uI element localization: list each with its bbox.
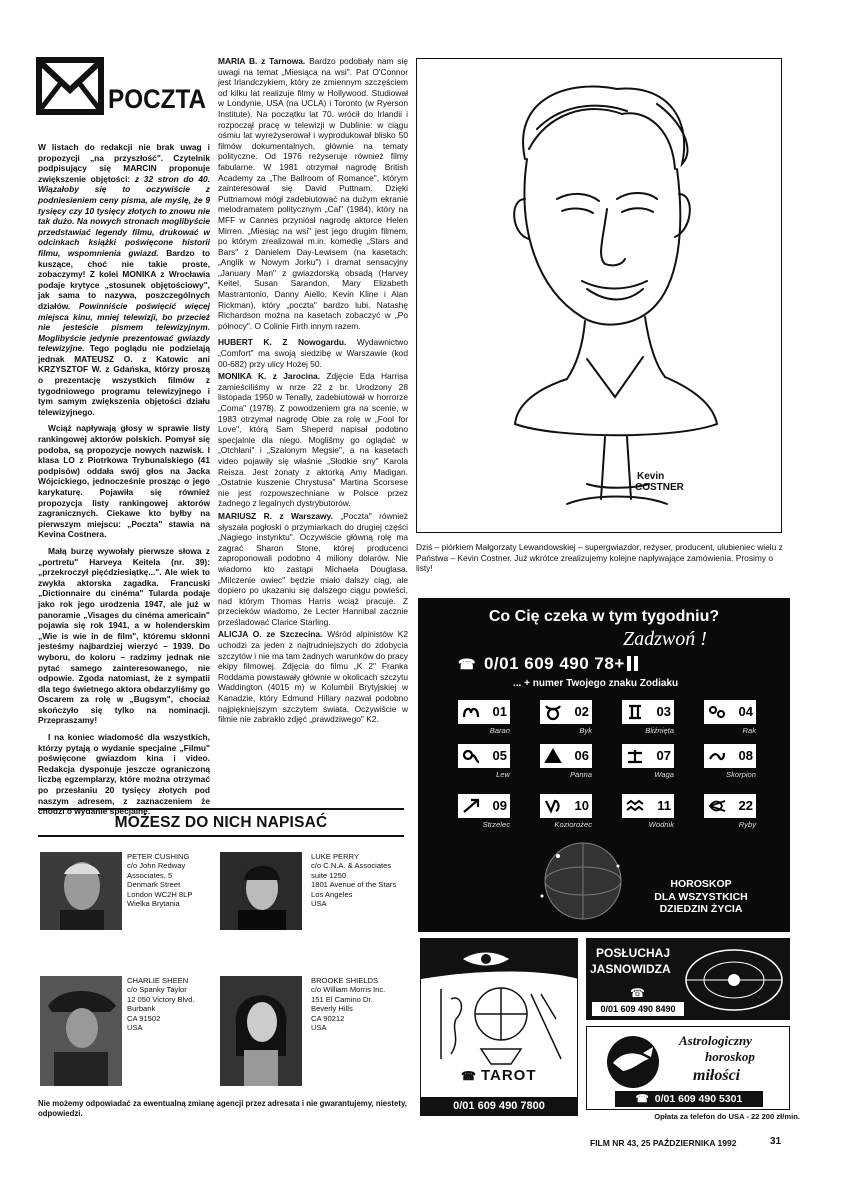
entry-name: MONIKA K. z Jarocina. <box>218 371 321 382</box>
entry-name: ALICJA O. ze Szczecina. <box>218 629 323 640</box>
zodiac-number: 05 <box>492 748 507 763</box>
zodiac-sign-waga <box>622 744 674 768</box>
zodiac-sign-baran <box>458 700 510 724</box>
zodiac-number: 01 <box>492 704 507 719</box>
disclaimer: Nie możemy odpowiadać za ewentualną zmianę agencji przez adresata i nie gwarantujemy, niestety, odpowiedzi. <box>38 1099 407 1118</box>
entry-name: MARIA B. z Tarnowa. <box>218 56 306 66</box>
zodiac-number: 04 <box>738 704 753 719</box>
column-1 <box>38 142 210 823</box>
contact-charlie-sheen <box>127 976 235 1032</box>
contact-line: Los Angeles <box>311 889 353 899</box>
issue-info: FILM NR 43, 25 PAŹDZIERNIKA 1992 <box>590 1138 737 1148</box>
horoscope-call: Zadzwoń ! <box>623 628 707 650</box>
zodiac-wheel-icon <box>682 944 786 1016</box>
page-number: 31 <box>770 1136 782 1147</box>
goat-icon <box>543 797 563 815</box>
horoscope-slogan <box>626 878 776 916</box>
archer-icon <box>461 797 481 815</box>
contact-line: 151 El Camino Dr. <box>311 994 373 1004</box>
column-2 <box>218 56 408 731</box>
phone-icon: ☎ <box>630 986 645 1000</box>
p1-rest: Bardzo to kuszące, choć nie takie proste, zobaczymy! Z kolei MONIKA z Wrocławia podaje krytyce „stosunek objętościowy", jak sama to nazywa, poszczególnych działów. <box>38 247 210 311</box>
entry-text: Wśród alpinistów K2 uchodzi za jeden z najtrudniejszych do zdobycia szczytów i nie ma tam żadnych warunków do pracy ekipy filmowej. Zdjęcia do filmu „K 2" Franka Roddama powstawały głównie w okolicach szczytu Waddington (4015 m) w Kolumbii Brytyjskiej w Kanadzie, który Edmund Hillary nazwał podobno najpiękniejszym szczytem świata. Oczywiście w filmie nie zabrakło zdjęć „prawdziwego" K2. <box>218 629 409 725</box>
entry-text: Zdjęcie Eda Harrisa zamieściliśmy w nrze 22 z br. Urodzony 28 listopada 1950 w Tenally, zadebiutował w horrorze „Coma" (1978). Z powodzeniem gra na scenie, w 1983 otrzymał nagrodę Obie za rolę w „Fool for Love", którą Sam Sheperd napisał podobno specjalnie dla niego. Moglišmy go oglądać w „Otchłani" i „Szalonym Megsie", a na kasetach video pojawiły się właśnie „Słodkie sny" Karola Reisza. Jest żonaty z aktorką Amy Madigan. „Ostatnie kuszenie Chrystusa" Martina Scorsese nie jest rozpowszechniane w Polsce przez żadnego z legalnych dystrybutorów. <box>218 371 408 509</box>
ram-icon <box>461 703 481 721</box>
contact-line: CHARLIE SHEEN <box>127 976 189 985</box>
zodiac-number: 06 <box>574 748 589 763</box>
zodiac-sign-panna <box>540 744 592 768</box>
zodiac-sign-byk <box>540 700 592 724</box>
slogan-line: DZIEDZIN ŻYCIA <box>659 903 743 915</box>
envelope-icon <box>36 56 104 116</box>
virgin-icon <box>543 747 563 765</box>
tarot-ad <box>420 938 578 1116</box>
zodiac-name: Bliźnięta <box>645 726 674 735</box>
zodiac-number: 09 <box>492 798 507 813</box>
slogan-line: DLA WSZYSTKICH <box>654 890 748 903</box>
horoscope-title: Co Cię czeka w tym tygodniu? <box>488 608 720 625</box>
scorpion-icon <box>707 747 727 765</box>
contact-line: Beverly Hills <box>311 1004 353 1014</box>
crab-icon <box>707 703 727 721</box>
p1-italic: z 32 stron do 40. Wiązałoby się to oczywiście z podniesieniem ceny pisma, ale myślę, że 9 tysięcy czy 10 tysięcy złotych to znowu nie tak dużo. Na nowych stronach moglibyście przedstawiać legendy filmu, drukować w odcinkach książki poświęcone historii filmu, wspomnienia gwiazd. <box>38 173 211 258</box>
zodiac-sign-wodnik <box>622 794 674 818</box>
page-title: POCZTA <box>108 84 207 114</box>
zodiac-sign-skorpion <box>704 744 756 768</box>
horoscope-plus-note: ... + numer Twojego znaku Zodiaku <box>513 678 679 689</box>
dove-icon <box>593 1033 673 1091</box>
zodiac-name: Waga <box>654 770 674 779</box>
letter-entry <box>218 511 408 628</box>
astro-line2: horoskop <box>705 1049 755 1064</box>
contact-line: CA 91502 <box>127 1013 161 1023</box>
photo-charlie-sheen <box>40 976 122 1086</box>
entry-text: Bardzo podobały nam się uwagi na temat „Miesiąca na wsi". Pat O'Connor jest Irlandczykiem, który ze zmiennym szczęściem od kilku lat realizuje filmy w Hollywood. Studiował w Londynie, USA (na UCLA) i Toronto (w Ryerson Institute). Na początku lat 70. wrócił do Irlandii i rozpoczął pracę w telewizji w Dublinie: w ciągu ośmiu lat wyreżyserował i wyprodukował blisko 50 filmów dokumentalnych, głównie na tematy polityczne. Od 1976 reżyseruje również filmy fabularne. W 1981 otrzymał nagrodę British Academy za „The Ballroom of Romance", którym zainteresował się David Puttnam. Dzięki Puttnamowi mógł zadebiutować na dużym ekranie melodramatem politycznym „Cal" (1984), który na MFF w Cannes przyniósł nagrodę aktorce Helen Mirren. „Miesiąc na wsi" jest jego drugim filmem, po którym zrealizował m.in. komedię „Stars and Bars" z Danielem Day-Lewisem (na kasetach: „Anglik w Nowym Jorku") i dramat sensacyjny „January Man" z gwiazdorską obsadą (Harvey Keitel, Susan Sarandon, Mary Elizabeth Mastrantonio, Danny Aiello, Kevin Kline i Alan Rickman), który „poczta" bardzo lubi. Natashę Richardson można na kasetach zobaczyć w „Po północy". O Colinie Firth innym razem. <box>218 56 408 331</box>
photo-peter-cushing <box>40 852 122 930</box>
contact-luke-perry <box>311 852 411 908</box>
contact-line: USA <box>127 1023 143 1033</box>
zodiac-sign-ryby <box>704 794 756 818</box>
globe-icon <box>528 836 638 926</box>
lion-icon <box>461 747 481 765</box>
contact-line: suite 1250 <box>311 870 347 880</box>
clairvoyant-line1: POSŁUCHAJ <box>596 946 671 960</box>
phone-icon: ☎ <box>461 1069 477 1083</box>
paragraph-1 <box>38 142 210 417</box>
slogan-line: HOROSKOP <box>670 878 732 890</box>
zodiac-bars-icon <box>634 656 638 671</box>
contact-line: c/o William Morris Inc. <box>311 985 386 995</box>
phone-icon: ☎ <box>635 1093 649 1105</box>
zodiac-name: Koziorożec <box>554 820 592 829</box>
contact-line: c/o C.N.A. & Associates <box>311 861 392 871</box>
zodiac-number: 02 <box>574 704 589 719</box>
caricature-label-last: COSTNER <box>635 482 684 493</box>
zodiac-name: Wodnik <box>648 820 674 829</box>
caricature-frame <box>416 58 782 533</box>
photo-luke-perry <box>220 852 302 930</box>
caricature-label-first: Kevin <box>637 471 665 482</box>
horoscope-ad <box>418 598 790 932</box>
astro-love-ad <box>586 1026 790 1110</box>
clairvoyant-ad <box>586 938 790 1020</box>
zodiac-bars-icon <box>627 656 631 671</box>
contact-line: USA <box>311 899 327 909</box>
entry-text: „Poczta" również słyszała pogłoski o przymiarkach do drugiej części „Nagiego instynktu". Oczywiście główną rolę ma zagrać Sharon Stone, której producenci zaproponowali podobno 4 miliony dolarów. Nie wiadomo kto zastąpi Michaela Douglasa. „Milczenie owiec" będzie miało dalszy ciąg, ale dopiero po ukazaniu się dalszego ciągu powieści, nad którym Thomas Harris wciąż pracuje. Z przecieków wiadomo, że Lecter Hannibal zacznie prześladować Clarice Starling. <box>218 510 408 627</box>
paragraph-3: Małą burzę wywołały pierwsze słowa z „portretu" Harveya Keitela (nr. 39): „przekroczył pięćdziesiątkę...". Ale wiek to zwykła aktorska zagadka. Francuski „Dictionnaire du cinéma" Tularda podaje jako rok jego urodzenia 1947, ale już w panoramie „Visages du cinéma americain" pojawia się rok 1941, a w holenderskim „Wie is wie in de film", któremu skłonni jesteśmy najbardziej wierzyć – 1939. Do wyboru, do koloru – radzimy jednak nie pytać samego zainteresowanego, nie odpowie. Zgoda natomiast, że z sympatii dla tego świetnego aktora obdarzyliśmy go Oscarem za rolę w „Bugsym", chociaż skończyło się tylko na nominacji. Przepraszamy! <box>38 545 210 726</box>
astro-phone <box>615 1091 763 1107</box>
p1-lead: W listach do redakcji nie brak uwag i propozycji „na przyszłość". Czytelnik podpisujący się MARCIN proponuje zwiększenie objętości: <box>38 142 210 184</box>
zodiac-name: Byk <box>579 726 592 735</box>
contact-line: USA <box>311 1023 327 1033</box>
contact-line: Burbank <box>127 1004 156 1014</box>
write-to-them-section <box>38 808 404 837</box>
zodiac-sign-strzelec <box>458 794 510 818</box>
letter-entry <box>218 337 408 369</box>
zodiac-sign-blizneta <box>622 700 674 724</box>
horoscope-phone-number: 0/01 609 490 78+ <box>483 654 625 673</box>
zodiac-sign-lew <box>458 744 510 768</box>
phone-icon: ☎ <box>458 656 476 672</box>
paragraph-4: I na koniec wiadomość dla wszystkich, którzy pytają o wydanie specjalne „Filmu" poświęcone gwiazdom kina i video. Redakcja dysponuje jeszcze ograniczoną liczbą egzemplarzy, które można otrzymać po przesłaniu 20 tysięcy złotych pod naszym adresem, z zaznaczeniem że chodzi o wydanie specjalne. <box>38 732 210 817</box>
letter-entry <box>218 629 408 724</box>
scales-icon <box>625 747 645 765</box>
p1-italic2: Powinniście poświęcić więcej miejsca kinu, mniej telewizji, bo przecież nie jesteście pismem telewizyjnym. Moglibyście jedynie prezentować gwiazdy telewizyjne. <box>38 300 210 354</box>
astro-line1: Astrologiczny <box>679 1033 752 1048</box>
contact-peter-cushing <box>127 852 235 908</box>
zodiac-number: 03 <box>656 704 671 719</box>
contact-line: LUKE PERRY <box>311 852 359 861</box>
zodiac-sign-koziorozec <box>540 794 592 818</box>
phone-fee-note: Opłata za telefon do USA - 22 200 zł/min. <box>654 1112 800 1121</box>
contact-line: CA 90212 <box>311 1013 345 1023</box>
zodiac-name: Strzelec <box>482 820 510 829</box>
clairvoyant-phone: 0/01 609 490 8490 <box>592 1002 684 1016</box>
astro-line3: miłości <box>693 1067 741 1084</box>
entry-text: Wydawnictwo „Comfort" ma swoją siedzibę w Warszawie (kod 00-682) przy ulicy Hożej 50. <box>218 337 408 369</box>
contact-line: London WC2H 8LP <box>127 889 193 899</box>
zodiac-name: Baran <box>489 726 510 735</box>
contact-line: PETER CUSHING <box>127 852 190 861</box>
contact-line: BROOKE SHIELDS <box>311 976 379 985</box>
paragraph-2: Wciąż napływają głosy w sprawie listy rankingowej aktorów polskich. Pomysł się podoba, są propozycje nowych nazwisk. I klasa LO z Piotrkowa Trybunalskiego (41 podpisów) oddała swój głos na Jacka Wójcickiego, jednocześnie prosząc o jego karykaturę. Pojawiła się również propozycja listy rankingowej aktorów zagranicznych. Ciekawe kto byłby na pierwszym miejscu: „Poczta" stawia na Kevina Costnera. <box>38 423 210 540</box>
photo-brooke-shields <box>220 976 302 1086</box>
astro-phone-number: 0/01 609 490 5301 <box>654 1093 743 1105</box>
zodiac-number: 11 <box>657 798 671 813</box>
clairvoyant-line2: JASNOWIDZA <box>590 962 671 976</box>
tarot-word: TAROT <box>480 1067 537 1084</box>
horoscope-phone <box>458 654 638 674</box>
entry-name: MARIUSZ R. z Warszawy. <box>218 510 333 521</box>
zodiac-name: Ryby <box>738 820 756 829</box>
write-section-title: MOŻESZ DO NICH NAPISAĆ <box>38 808 404 837</box>
poczta-logo <box>36 56 208 118</box>
bull-icon <box>543 703 563 721</box>
contact-line: c/o John Redway <box>127 861 186 871</box>
fish-icon <box>707 797 727 815</box>
zodiac-sign-rak <box>704 700 756 724</box>
contact-line: Denmark Street <box>127 880 181 890</box>
caricature-drawing <box>417 59 783 534</box>
contact-brooke-shields <box>311 976 411 1032</box>
zodiac-name: Skorpion <box>726 770 756 779</box>
tarot-phone: 0/01 609 490 7800 <box>421 1097 577 1115</box>
zodiac-name: Lew <box>496 770 510 779</box>
contact-line: Associates, 5 <box>127 870 173 880</box>
zodiac-number: 10 <box>574 798 589 813</box>
zodiac-name: Panna <box>570 770 592 779</box>
contact-line: 12 050 Victory Blvd. <box>127 994 195 1004</box>
tarot-title <box>461 1067 537 1084</box>
zodiac-number: 22 <box>738 798 753 813</box>
zodiac-name: Rak <box>742 726 756 735</box>
caricature-caption: Dziś – piórkiem Małgorzaty Lewandowskiej – supergwiazdor, reżyser, producent, ulubieniec wielu z Państwa – Kevin Costner. Już wkrótce zrealizujemy kolejne napływające zamówienia. Prosimy o listy! <box>416 542 783 574</box>
contact-line: Wielka Brytania <box>127 899 180 909</box>
letter-entry <box>218 56 408 331</box>
water-bearer-icon <box>625 797 645 815</box>
entry-name: HUBERT K. Z Nowogardu. <box>218 337 347 348</box>
contact-line: c/o Spanky Taylor <box>127 985 187 995</box>
zodiac-number: 07 <box>656 748 671 763</box>
contact-line: 1801 Avenue of the Stars <box>311 880 397 890</box>
p1-end: Tego poglądu nie podzielają jednak MATEUSZ O. z Katowic ani KRZYSZTOF W. z Gdańska, którzy proszą o prezentację wszystkich filmów z tygodniowego programu telewizyjnego i tym samym zwiększenia objętości działu telewizyjnego. <box>38 343 211 417</box>
zodiac-number: 08 <box>738 748 753 763</box>
letter-entry <box>218 371 408 509</box>
twins-icon <box>625 703 645 721</box>
